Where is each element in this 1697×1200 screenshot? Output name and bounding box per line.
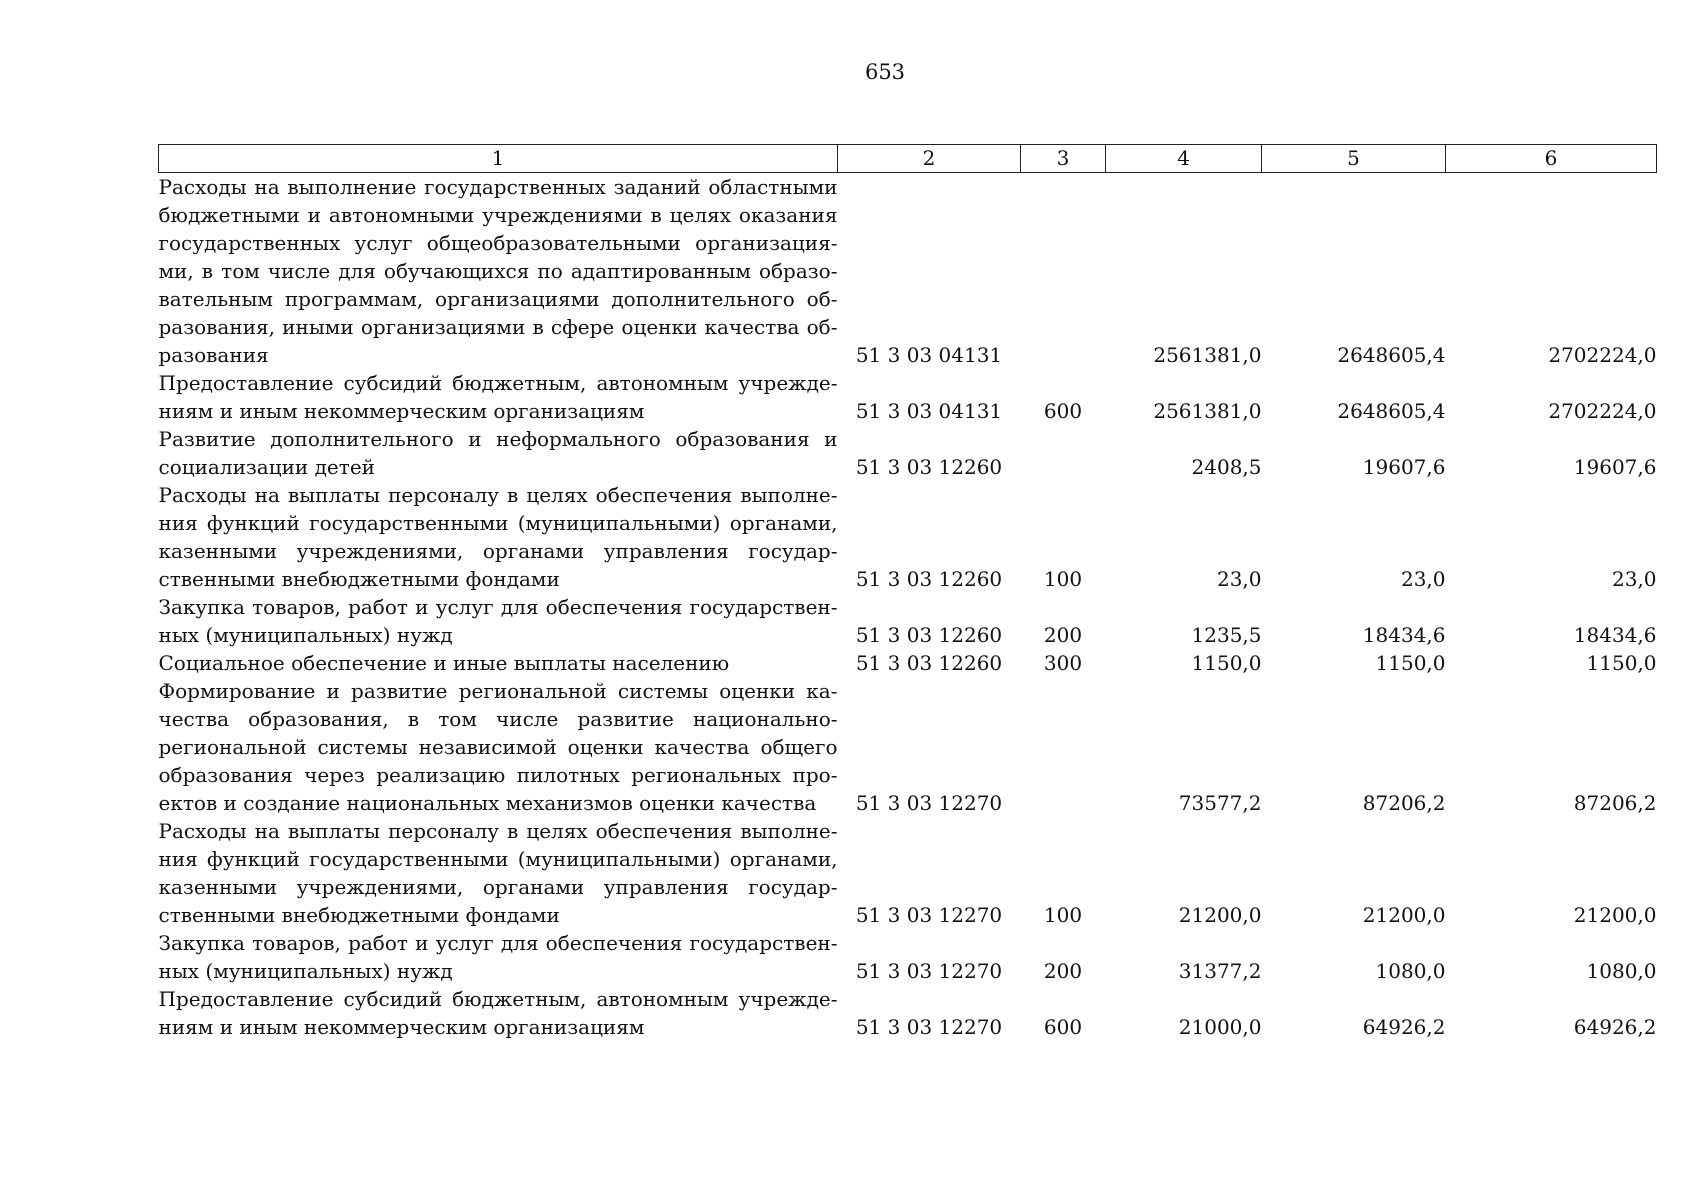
row-value-col4: 1150,0 bbox=[1191, 651, 1262, 675]
column-header-5: 5 bbox=[1262, 145, 1446, 173]
row-target-code: 51 3 03 12260 bbox=[855, 455, 1003, 479]
column-header-6: 6 bbox=[1446, 145, 1657, 173]
row-expense-type: 100 bbox=[1043, 567, 1083, 591]
table-row bbox=[159, 369, 1657, 425]
row-expense-type: 600 bbox=[1043, 399, 1083, 423]
table-row bbox=[159, 593, 1657, 649]
column-header-3: 3 bbox=[1021, 145, 1106, 173]
row-value-col5: 19607,6 bbox=[1362, 455, 1446, 479]
row-expense-type: 200 bbox=[1043, 623, 1083, 647]
header-row bbox=[159, 145, 1657, 173]
row-target-code: 51 3 03 12270 bbox=[855, 1015, 1003, 1039]
row-value-col6: 19607,6 bbox=[1573, 455, 1657, 479]
row-description: Расходы на выплаты персоналу в целях обеспечения выполнения функций государственными (муниципальными) органами, казенными учреждениями, органами управления государственными внебюджетными фондами bbox=[158, 819, 838, 927]
row-description: Социальное обеспечение и иные выплаты населению bbox=[158, 651, 730, 675]
row-expense-type: 200 bbox=[1043, 959, 1083, 983]
table-row bbox=[159, 817, 1657, 929]
row-target-code: 51 3 03 12260 bbox=[855, 623, 1003, 647]
row-target-code: 51 3 03 04131 bbox=[855, 343, 1003, 367]
row-value-col5: 87206,2 bbox=[1362, 791, 1446, 815]
row-expense-type bbox=[1021, 425, 1106, 481]
row-value-col4: 1235,5 bbox=[1191, 623, 1262, 647]
page-number: 653 bbox=[864, 60, 906, 84]
table-row bbox=[159, 425, 1657, 481]
row-value-col4: 23,0 bbox=[1216, 567, 1262, 591]
row-value-col6: 64926,2 bbox=[1573, 1015, 1657, 1039]
column-header-1: 1 bbox=[159, 145, 838, 173]
table-row bbox=[159, 649, 1657, 677]
row-description: Развитие дополнительного и неформального образования и социализации детей bbox=[158, 427, 838, 479]
row-expense-type: 300 bbox=[1043, 651, 1083, 675]
row-target-code: 51 3 03 12270 bbox=[855, 959, 1003, 983]
row-value-col6: 1150,0 bbox=[1586, 651, 1657, 675]
row-value-col4: 21200,0 bbox=[1178, 903, 1262, 927]
budget-table bbox=[158, 144, 1657, 1041]
row-target-code: 51 3 03 12270 bbox=[855, 903, 1003, 927]
row-description: Закупка товаров, работ и услуг для обеспечения государственных (муниципальных) нужд bbox=[158, 931, 838, 983]
table-row bbox=[159, 985, 1657, 1041]
row-value-col6: 18434,6 bbox=[1573, 623, 1657, 647]
table-body bbox=[159, 173, 1657, 1042]
column-header-4: 4 bbox=[1106, 145, 1262, 173]
row-expense-type bbox=[1021, 677, 1106, 817]
row-value-col4: 73577,2 bbox=[1178, 791, 1262, 815]
row-expense-type: 100 bbox=[1043, 903, 1083, 927]
table-row bbox=[159, 481, 1657, 593]
row-target-code: 51 3 03 12260 bbox=[855, 651, 1003, 675]
row-value-col6: 2702224,0 bbox=[1548, 399, 1657, 423]
row-expense-type: 600 bbox=[1043, 1015, 1083, 1039]
row-value-col4: 31377,2 bbox=[1178, 959, 1262, 983]
row-description: Предоставление субсидий бюджетным, автономным учреждениям и иным некоммерческим организациям bbox=[158, 987, 838, 1039]
row-value-col6: 23,0 bbox=[1611, 567, 1657, 591]
row-value-col5: 21200,0 bbox=[1362, 903, 1446, 927]
row-value-col5: 18434,6 bbox=[1362, 623, 1446, 647]
row-description: Закупка товаров, работ и услуг для обеспечения государственных (муниципальных) нужд bbox=[158, 595, 838, 647]
row-target-code: 51 3 03 12270 bbox=[855, 791, 1003, 815]
table-header bbox=[159, 145, 1657, 173]
row-value-col6: 2702224,0 bbox=[1548, 343, 1657, 367]
row-value-col4: 2561381,0 bbox=[1153, 343, 1262, 367]
row-value-col5: 2648605,4 bbox=[1337, 343, 1446, 367]
table-row bbox=[159, 173, 1657, 370]
row-target-code: 51 3 03 12260 bbox=[855, 567, 1003, 591]
row-target-code: 51 3 03 04131 bbox=[855, 399, 1003, 423]
row-value-col6: 21200,0 bbox=[1573, 903, 1657, 927]
row-value-col5: 23,0 bbox=[1400, 567, 1446, 591]
row-value-col5: 64926,2 bbox=[1362, 1015, 1446, 1039]
column-header-2: 2 bbox=[838, 145, 1021, 173]
row-description: Предоставление субсидий бюджетным, автономным учреждениям и иным некоммерческим организациям bbox=[158, 371, 838, 423]
row-description: Расходы на выполнение государственных заданий областными бюджетными и автономными учреждениями в целях оказания государственных услуг общеобразовательными организациями, в том числе для обучающихся по адаптированным образовательным программам, организациями дополнительного образования, иными организациями в сфере оценки качества образования bbox=[158, 175, 838, 367]
row-value-col6: 1080,0 bbox=[1586, 959, 1657, 983]
row-description: Формирование и развитие региональной системы оценки качества образования, в том числе развитие национально-региональной системы независимой оценки качества общего образования через реализацию пилотных региональных проектов и создание национальных механизмов оценки качества bbox=[158, 679, 838, 815]
table-row bbox=[159, 677, 1657, 817]
row-description: Расходы на выплаты персоналу в целях обеспечения выполнения функций государственными (муниципальными) органами, казенными учреждениями, органами управления государственными внебюджетными фондами bbox=[158, 483, 838, 591]
row-value-col5: 1080,0 bbox=[1375, 959, 1446, 983]
row-value-col4: 2408,5 bbox=[1191, 455, 1262, 479]
row-value-col6: 87206,2 bbox=[1573, 791, 1657, 815]
row-value-col4: 21000,0 bbox=[1178, 1015, 1262, 1039]
row-value-col4: 2561381,0 bbox=[1153, 399, 1262, 423]
row-expense-type bbox=[1021, 173, 1106, 370]
table-row bbox=[159, 929, 1657, 985]
row-value-col5: 1150,0 bbox=[1375, 651, 1446, 675]
row-value-col5: 2648605,4 bbox=[1337, 399, 1446, 423]
